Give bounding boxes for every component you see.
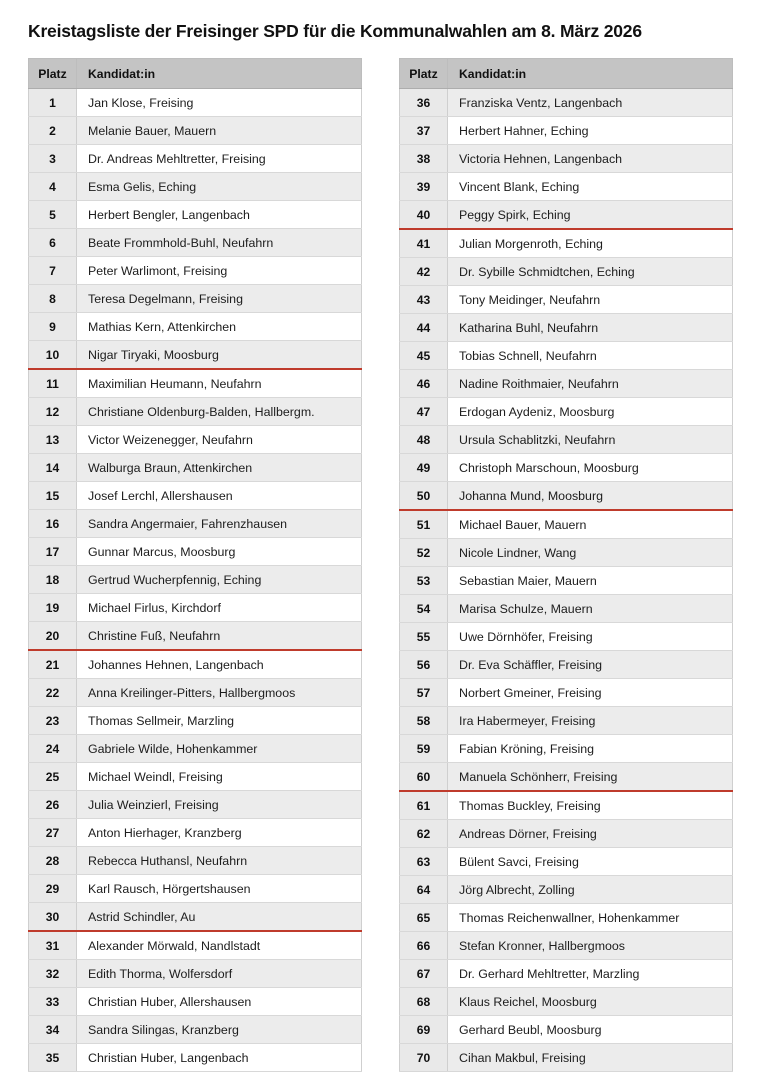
cell-rank: 8: [29, 285, 77, 313]
table-row: [400, 1044, 733, 1072]
cell-candidate-name: Peggy Spirk, Eching: [448, 201, 733, 230]
cell-candidate-name: Tony Meidinger, Neufahrn: [448, 286, 733, 314]
cell-rank: 38: [400, 145, 448, 173]
table-row: [29, 566, 362, 594]
cell-candidate-name: Rebecca Huthansl, Neufahrn: [77, 847, 362, 875]
cell-rank: 46: [400, 370, 448, 398]
cell-rank: 54: [400, 595, 448, 623]
cell-candidate-name: Beate Frommhold-Buhl, Neufahrn: [77, 229, 362, 257]
table-row: [29, 538, 362, 566]
table-row: [400, 1016, 733, 1044]
table-row: [29, 341, 362, 370]
cell-rank: 14: [29, 454, 77, 482]
table-row: [29, 960, 362, 988]
cell-candidate-name: Michael Bauer, Mauern: [448, 510, 733, 539]
cell-candidate-name: Ira Habermeyer, Freising: [448, 707, 733, 735]
table-row: [29, 285, 362, 313]
cell-candidate-name: Mathias Kern, Attenkirchen: [77, 313, 362, 341]
cell-candidate-name: Melanie Bauer, Mauern: [77, 117, 362, 145]
table-row: [400, 229, 733, 258]
cell-candidate-name: Erdogan Aydeniz, Moosburg: [448, 398, 733, 426]
cell-candidate-name: Gertrud Wucherpfennig, Eching: [77, 566, 362, 594]
cell-candidate-name: Gunnar Marcus, Moosburg: [77, 538, 362, 566]
cell-candidate-name: Gerhard Beubl, Moosburg: [448, 1016, 733, 1044]
cell-candidate-name: Herbert Bengler, Langenbach: [77, 201, 362, 229]
table-row: [29, 229, 362, 257]
cell-rank: 16: [29, 510, 77, 538]
cell-rank: 33: [29, 988, 77, 1016]
table-row: [29, 398, 362, 426]
table-row: [29, 650, 362, 679]
column-header-rank: Platz: [400, 59, 448, 89]
cell-candidate-name: Sandra Silingas, Kranzberg: [77, 1016, 362, 1044]
cell-rank: 51: [400, 510, 448, 539]
cell-rank: 59: [400, 735, 448, 763]
table-row: [29, 426, 362, 454]
table-row: [400, 314, 733, 342]
cell-rank: 47: [400, 398, 448, 426]
table-row: [400, 398, 733, 426]
cell-rank: 43: [400, 286, 448, 314]
cell-candidate-name: Thomas Buckley, Freising: [448, 791, 733, 820]
table-row: [400, 539, 733, 567]
table-row: [400, 735, 733, 763]
cell-rank: 23: [29, 707, 77, 735]
cell-rank: 4: [29, 173, 77, 201]
cell-candidate-name: Dr. Gerhard Mehltretter, Marzling: [448, 960, 733, 988]
cell-candidate-name: Josef Lerchl, Allershausen: [77, 482, 362, 510]
column-header-rank: Platz: [29, 59, 77, 89]
candidate-list-table-left: [28, 58, 362, 1072]
table-row: [400, 510, 733, 539]
cell-rank: 17: [29, 538, 77, 566]
cell-candidate-name: Edith Thorma, Wolfersdorf: [77, 960, 362, 988]
table-row: [400, 286, 733, 314]
cell-candidate-name: Alexander Mörwald, Nandlstadt: [77, 931, 362, 960]
cell-rank: 1: [29, 89, 77, 117]
cell-candidate-name: Esma Gelis, Eching: [77, 173, 362, 201]
table-row: [29, 145, 362, 173]
cell-rank: 50: [400, 482, 448, 511]
cell-rank: 52: [400, 539, 448, 567]
cell-candidate-name: Victoria Hehnen, Langenbach: [448, 145, 733, 173]
cell-candidate-name: Christian Huber, Allershausen: [77, 988, 362, 1016]
cell-candidate-name: Christine Fuß, Neufahrn: [77, 622, 362, 651]
cell-candidate-name: Christiane Oldenburg-Balden, Hallbergm.: [77, 398, 362, 426]
cell-rank: 6: [29, 229, 77, 257]
cell-rank: 29: [29, 875, 77, 903]
cell-rank: 53: [400, 567, 448, 595]
cell-rank: 40: [400, 201, 448, 230]
table-row: [29, 763, 362, 791]
cell-rank: 22: [29, 679, 77, 707]
cell-candidate-name: Marisa Schulze, Mauern: [448, 595, 733, 623]
table-row: [29, 369, 362, 398]
table-row: [29, 257, 362, 285]
table-row: [400, 370, 733, 398]
cell-rank: 34: [29, 1016, 77, 1044]
cell-candidate-name: Gabriele Wilde, Hohenkammer: [77, 735, 362, 763]
cell-candidate-name: Anton Hierhager, Kranzberg: [77, 819, 362, 847]
table-row: [29, 201, 362, 229]
table-row: [400, 988, 733, 1016]
cell-candidate-name: Uwe Dörnhöfer, Freising: [448, 623, 733, 651]
cell-candidate-name: Manuela Schönherr, Freising: [448, 763, 733, 792]
table-row: [400, 791, 733, 820]
table-row: [29, 454, 362, 482]
table-row: [400, 117, 733, 145]
cell-rank: 32: [29, 960, 77, 988]
cell-rank: 39: [400, 173, 448, 201]
table-row: [29, 819, 362, 847]
cell-candidate-name: Christoph Marschoun, Moosburg: [448, 454, 733, 482]
cell-rank: 57: [400, 679, 448, 707]
cell-rank: 19: [29, 594, 77, 622]
cell-rank: 24: [29, 735, 77, 763]
table-row: [29, 931, 362, 960]
cell-rank: 20: [29, 622, 77, 651]
cell-candidate-name: Katharina Buhl, Neufahrn: [448, 314, 733, 342]
table-row: [29, 903, 362, 932]
cell-candidate-name: Christian Huber, Langenbach: [77, 1044, 362, 1072]
cell-rank: 49: [400, 454, 448, 482]
cell-rank: 45: [400, 342, 448, 370]
cell-rank: 44: [400, 314, 448, 342]
cell-candidate-name: Nadine Roithmaier, Neufahrn: [448, 370, 733, 398]
cell-rank: 67: [400, 960, 448, 988]
table-row: [29, 89, 362, 117]
cell-rank: 21: [29, 650, 77, 679]
cell-candidate-name: Maximilian Heumann, Neufahrn: [77, 369, 362, 398]
table-row: [400, 426, 733, 454]
table-row: [400, 763, 733, 792]
table-row: [400, 820, 733, 848]
cell-candidate-name: Jan Klose, Freising: [77, 89, 362, 117]
cell-rank: 69: [400, 1016, 448, 1044]
table-row: [29, 482, 362, 510]
table-row: [29, 988, 362, 1016]
table-row: [400, 89, 733, 117]
cell-candidate-name: Jörg Albrecht, Zolling: [448, 876, 733, 904]
cell-rank: 12: [29, 398, 77, 426]
cell-rank: 30: [29, 903, 77, 932]
cell-rank: 26: [29, 791, 77, 819]
cell-candidate-name: Vincent Blank, Eching: [448, 173, 733, 201]
cell-rank: 70: [400, 1044, 448, 1072]
table-row: [400, 201, 733, 230]
cell-candidate-name: Herbert Hahner, Eching: [448, 117, 733, 145]
cell-rank: 28: [29, 847, 77, 875]
cell-candidate-name: Julian Morgenroth, Eching: [448, 229, 733, 258]
cell-rank: 68: [400, 988, 448, 1016]
table-row: [400, 454, 733, 482]
candidate-lists-container: [28, 58, 740, 1072]
table-row: [400, 342, 733, 370]
table-row: [29, 117, 362, 145]
table-row: [400, 623, 733, 651]
cell-candidate-name: Fabian Kröning, Freising: [448, 735, 733, 763]
cell-rank: 55: [400, 623, 448, 651]
table-row: [400, 932, 733, 960]
cell-rank: 65: [400, 904, 448, 932]
cell-candidate-name: Michael Weindl, Freising: [77, 763, 362, 791]
cell-rank: 9: [29, 313, 77, 341]
cell-rank: 64: [400, 876, 448, 904]
cell-candidate-name: Thomas Reichenwallner, Hohenkammer: [448, 904, 733, 932]
table-row: [400, 960, 733, 988]
table-header-row: [29, 59, 362, 89]
table-row: [29, 1044, 362, 1072]
cell-candidate-name: Andreas Dörner, Freising: [448, 820, 733, 848]
cell-rank: 31: [29, 931, 77, 960]
table-row: [29, 622, 362, 651]
table-row: [400, 595, 733, 623]
cell-candidate-name: Klaus Reichel, Moosburg: [448, 988, 733, 1016]
table-row: [29, 791, 362, 819]
cell-candidate-name: Victor Weizenegger, Neufahrn: [77, 426, 362, 454]
cell-candidate-name: Ursula Schablitzki, Neufahrn: [448, 426, 733, 454]
table-row: [29, 679, 362, 707]
table-row: [29, 875, 362, 903]
table-row: [400, 258, 733, 286]
table-row: [400, 482, 733, 511]
cell-rank: 48: [400, 426, 448, 454]
page-title: Kreistagsliste der Freisinger SPD für die Kommunalwahlen am 8. März 2026: [28, 20, 642, 41]
cell-candidate-name: Tobias Schnell, Neufahrn: [448, 342, 733, 370]
cell-rank: 7: [29, 257, 77, 285]
cell-rank: 11: [29, 369, 77, 398]
cell-rank: 61: [400, 791, 448, 820]
cell-candidate-name: Walburga Braun, Attenkirchen: [77, 454, 362, 482]
table-row: [29, 847, 362, 875]
cell-rank: 41: [400, 229, 448, 258]
table-row: [400, 651, 733, 679]
cell-rank: 56: [400, 651, 448, 679]
cell-candidate-name: Sandra Angermaier, Fahrenzhausen: [77, 510, 362, 538]
cell-candidate-name: Bülent Savci, Freising: [448, 848, 733, 876]
cell-candidate-name: Dr. Sybille Schmidtchen, Eching: [448, 258, 733, 286]
table-row: [29, 313, 362, 341]
table-row: [29, 735, 362, 763]
cell-rank: 10: [29, 341, 77, 370]
cell-rank: 35: [29, 1044, 77, 1072]
cell-candidate-name: Johannes Hehnen, Langenbach: [77, 650, 362, 679]
table-row: [29, 707, 362, 735]
table-row: [400, 145, 733, 173]
cell-rank: 25: [29, 763, 77, 791]
table-row: [29, 510, 362, 538]
cell-candidate-name: Nicole Lindner, Wang: [448, 539, 733, 567]
cell-candidate-name: Norbert Gmeiner, Freising: [448, 679, 733, 707]
cell-rank: 62: [400, 820, 448, 848]
cell-candidate-name: Cihan Makbul, Freising: [448, 1044, 733, 1072]
table-row: [400, 848, 733, 876]
table-row: [29, 1016, 362, 1044]
cell-candidate-name: Karl Rausch, Hörgertshausen: [77, 875, 362, 903]
cell-candidate-name: Sebastian Maier, Mauern: [448, 567, 733, 595]
table-row: [400, 707, 733, 735]
cell-rank: 36: [400, 89, 448, 117]
candidate-list-table-right: [399, 58, 733, 1072]
cell-rank: 58: [400, 707, 448, 735]
cell-rank: 60: [400, 763, 448, 792]
cell-candidate-name: Teresa Degelmann, Freising: [77, 285, 362, 313]
table-header-row: [400, 59, 733, 89]
cell-rank: 13: [29, 426, 77, 454]
table-row: [400, 904, 733, 932]
cell-rank: 15: [29, 482, 77, 510]
cell-candidate-name: Astrid Schindler, Au: [77, 903, 362, 932]
column-header-name: Kandidat:in: [448, 59, 733, 89]
table-row: [400, 567, 733, 595]
cell-rank: 5: [29, 201, 77, 229]
cell-candidate-name: Nigar Tiryaki, Moosburg: [77, 341, 362, 370]
table-body-left: [29, 89, 362, 1072]
table-row: [400, 679, 733, 707]
cell-rank: 66: [400, 932, 448, 960]
cell-rank: 18: [29, 566, 77, 594]
cell-rank: 27: [29, 819, 77, 847]
table-row: [29, 173, 362, 201]
table-row: [400, 173, 733, 201]
cell-candidate-name: Franziska Ventz, Langenbach: [448, 89, 733, 117]
cell-rank: 37: [400, 117, 448, 145]
table-row: [29, 594, 362, 622]
cell-candidate-name: Thomas Sellmeir, Marzling: [77, 707, 362, 735]
cell-candidate-name: Peter Warlimont, Freising: [77, 257, 362, 285]
column-header-name: Kandidat:in: [77, 59, 362, 89]
cell-candidate-name: Stefan Kronner, Hallbergmoos: [448, 932, 733, 960]
cell-candidate-name: Anna Kreilinger-Pitters, Hallbergmoos: [77, 679, 362, 707]
table-row: [400, 876, 733, 904]
cell-candidate-name: Johanna Mund, Moosburg: [448, 482, 733, 511]
cell-rank: 2: [29, 117, 77, 145]
cell-candidate-name: Michael Firlus, Kirchdorf: [77, 594, 362, 622]
table-body-right: [400, 89, 733, 1072]
cell-rank: 63: [400, 848, 448, 876]
cell-rank: 3: [29, 145, 77, 173]
cell-rank: 42: [400, 258, 448, 286]
cell-candidate-name: Dr. Eva Schäffler, Freising: [448, 651, 733, 679]
cell-candidate-name: Julia Weinzierl, Freising: [77, 791, 362, 819]
cell-candidate-name: Dr. Andreas Mehltretter, Freising: [77, 145, 362, 173]
